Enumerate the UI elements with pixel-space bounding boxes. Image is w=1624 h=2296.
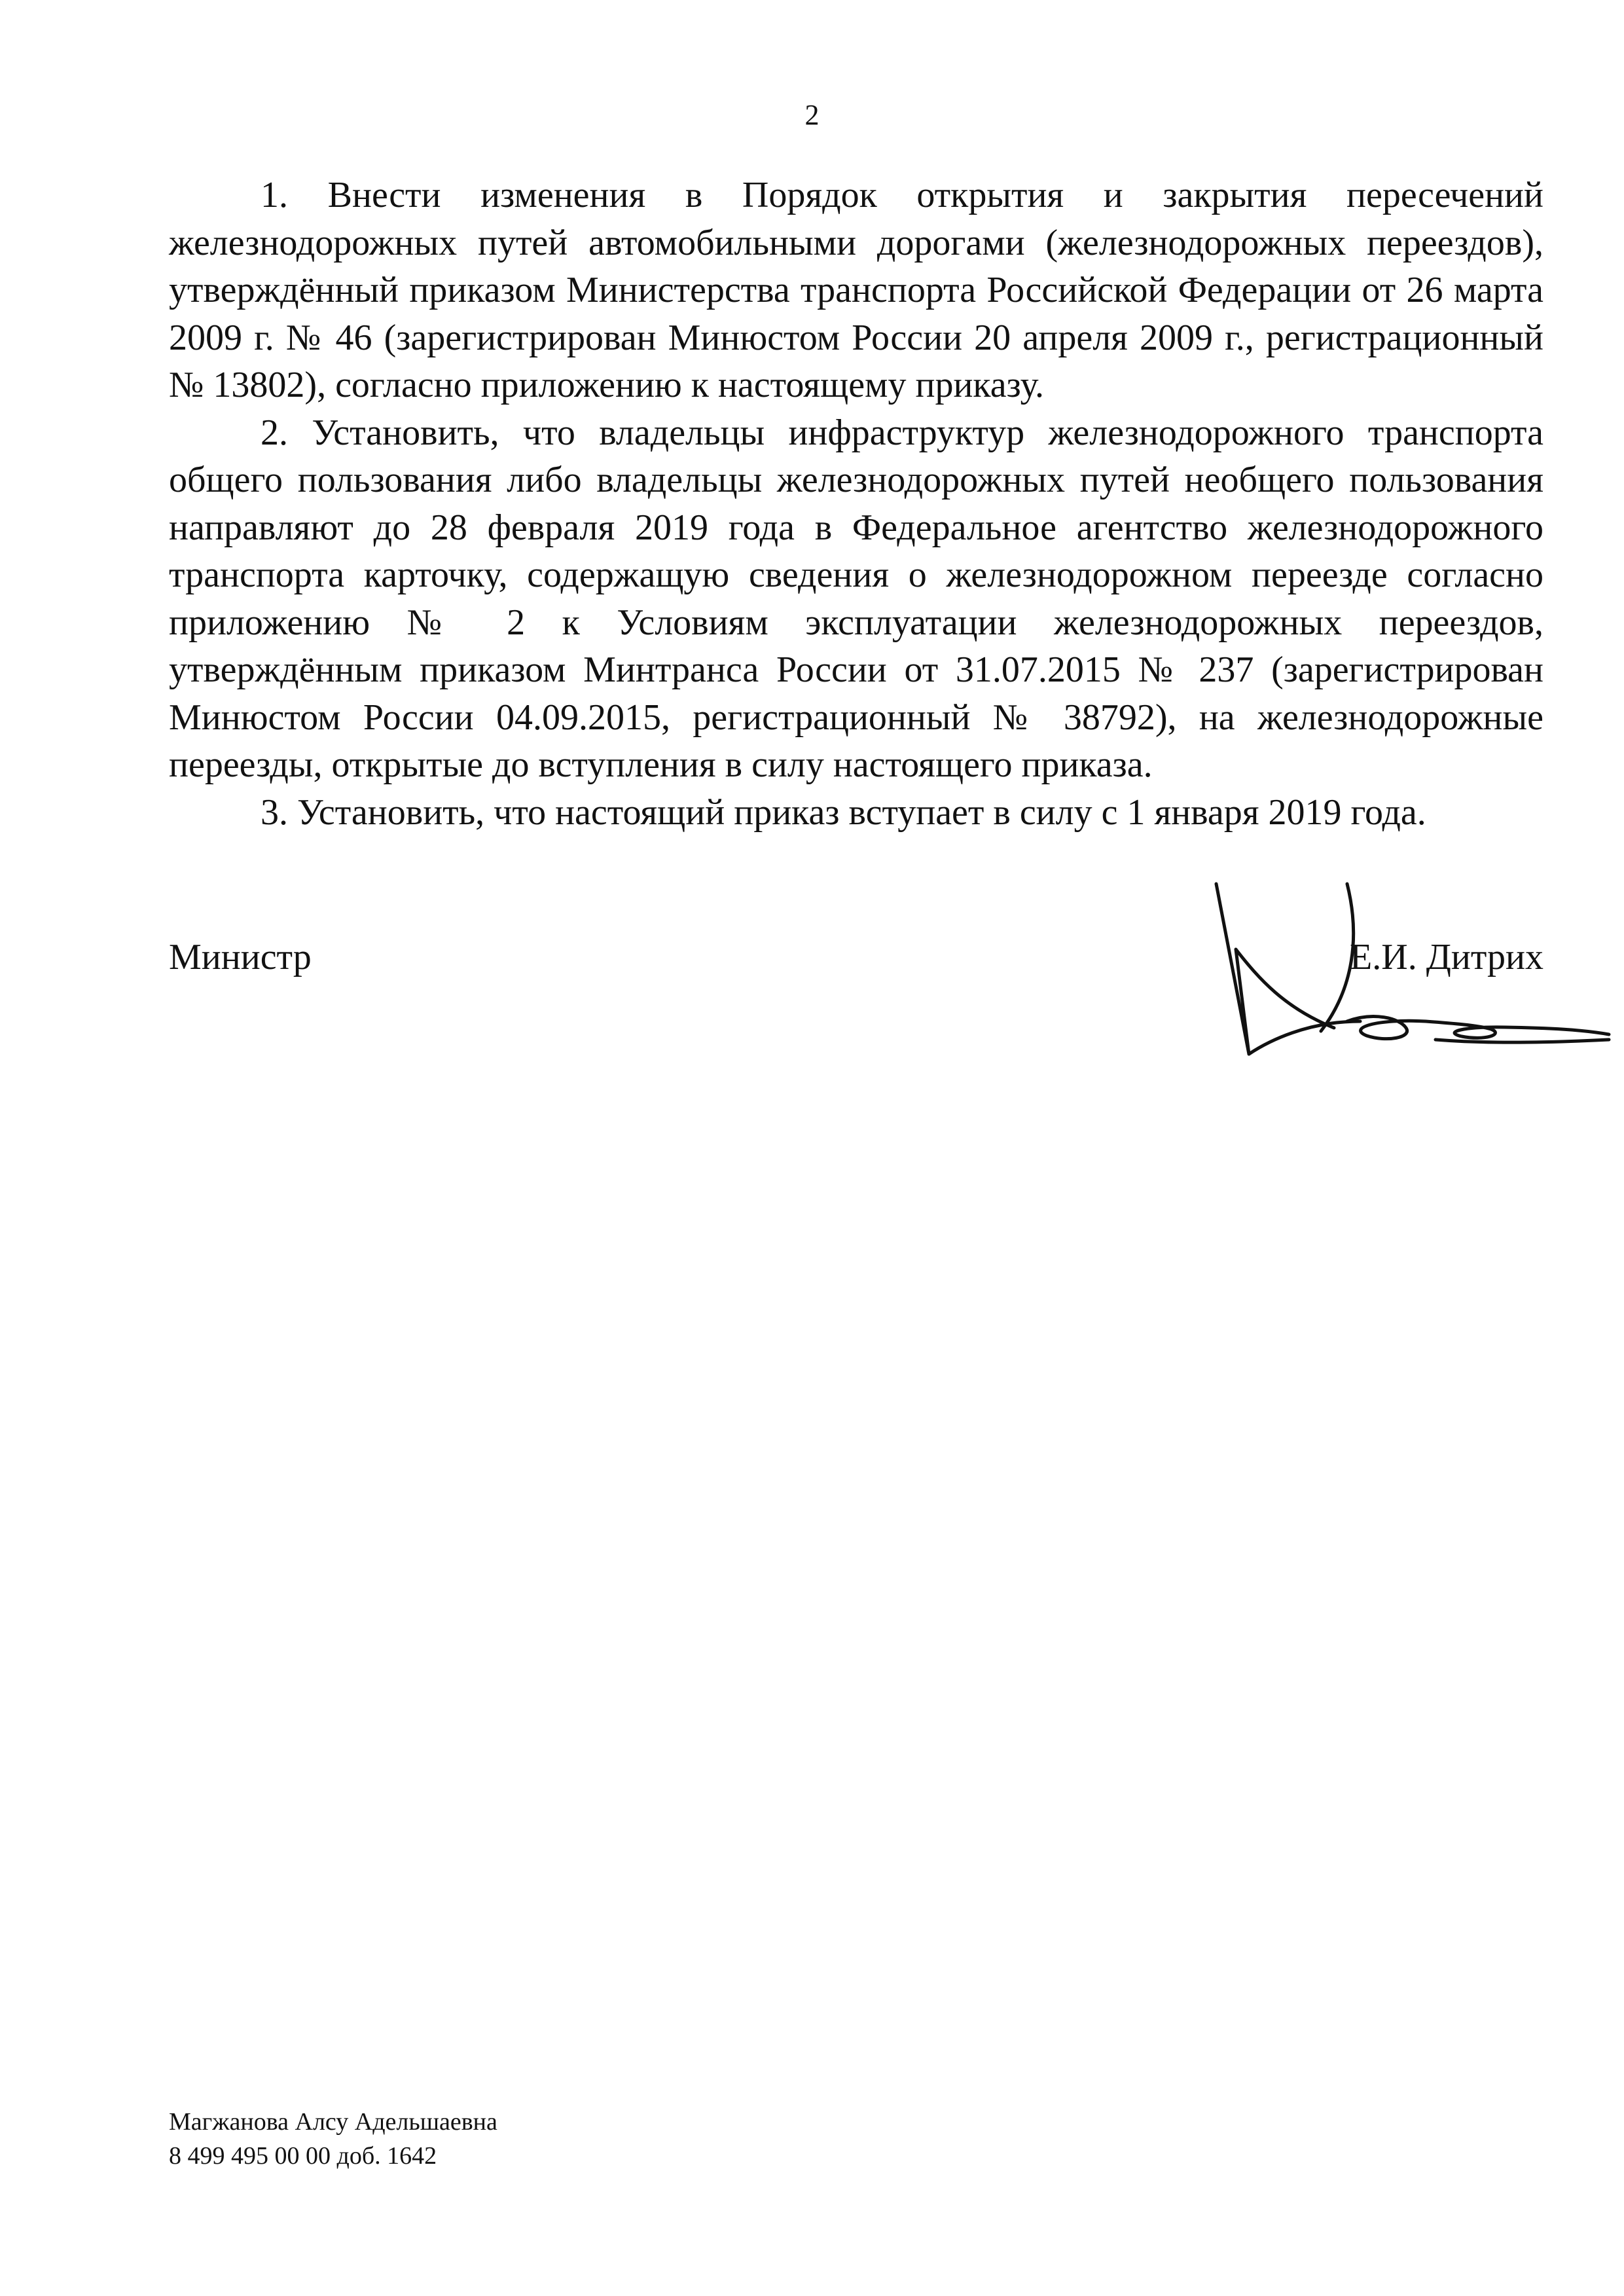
document-body	[169, 172, 1543, 836]
contact-phone: 8 499 495 00 00 доб. 1642	[169, 2142, 437, 2170]
signatory-title: Министр	[169, 937, 312, 977]
contact-info	[169, 2105, 497, 2173]
paragraph-2: 2. Установить, что владельцы инфраструктур железнодорожного транспорта общего пользования либо владельцы железнодорожных путей необщего пользования направляют до 28 февраля 2019 года в Федеральное агентство железнодорожного транспорта карточку, содержащую сведения о железнодорожном переезде согласно приложению № 2 к Условиям эксплуатации железнодорожных переездов, утверждённым приказом Минтранса России от 31.07.2015 № 237 (зарегистрирован Минюстом России 04.09.2015, регистрационный № 38792), на железнодорожные переезды, открытые до вступления в силу настоящего приказа.	[169, 412, 1543, 785]
contact-name: Магжанова Алсу Адельшаевна	[169, 2108, 497, 2136]
page-number: 2	[804, 99, 820, 131]
paragraph-3: 3. Установить, что настоящий приказ вступает в силу с 1 января 2019 года.	[261, 792, 1426, 833]
signatory-name: Е.И. Дитрих	[1350, 937, 1543, 977]
paragraph-1: 1. Внести изменения в Порядок открытия и закрытия пересечений железнодорожных путей автомобильными дорогами (железнодорожных переездов), утверждённый приказом Министерства транспорта Российской Федерации от 26 марта 2009 г. № 46 (зарегистрирован Минюстом России 20 апреля 2009 г., регистрационный № 13802), согласно приложению к настоящему приказу.	[169, 175, 1543, 405]
signature-block	[169, 917, 1543, 1074]
